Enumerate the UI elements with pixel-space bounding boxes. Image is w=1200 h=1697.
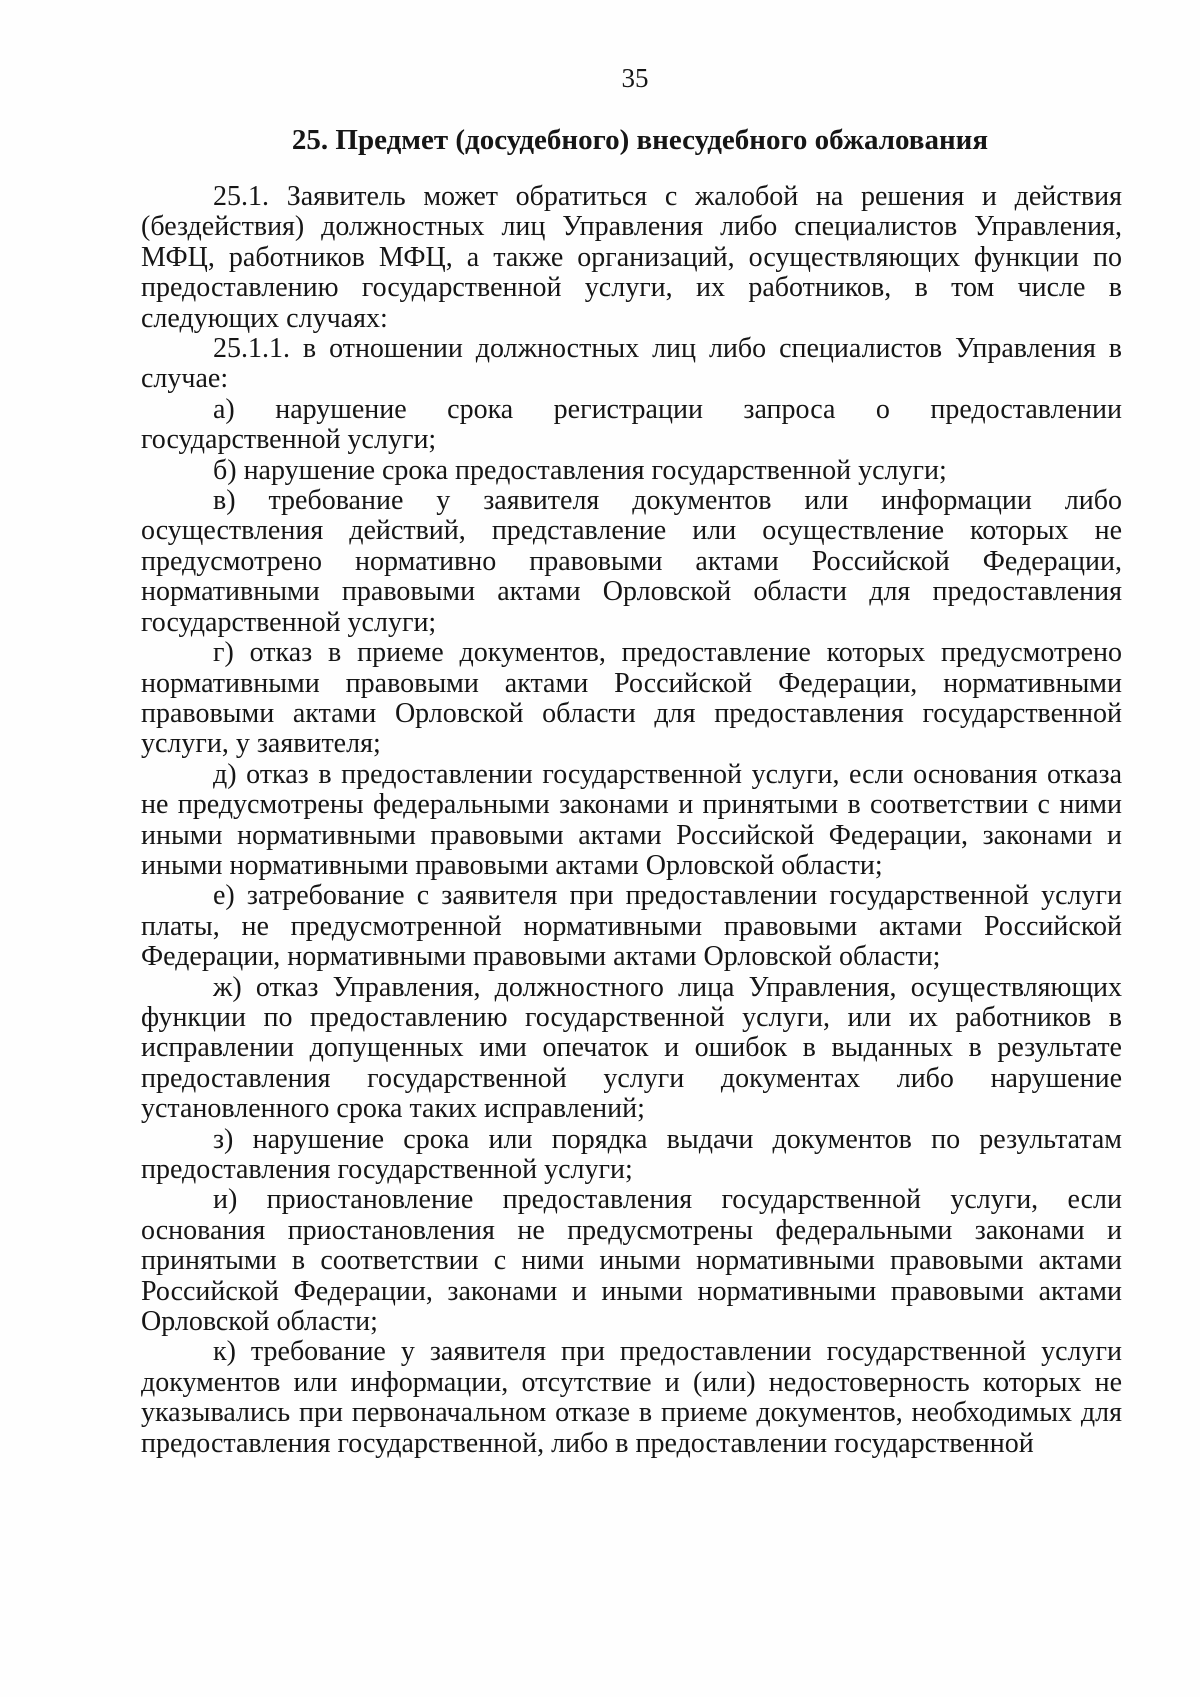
list-item-v: в) требование у заявителя документов или информации либо осуществления действий, представление или осуществление которых не предусмотрено нормативно правовыми актами Российской Федерации, нормативными правовыми актами Орловской области для предоставления государственной услуги;	[141, 485, 1122, 638]
paragraph-25-1-1: 25.1.1. в отношении должностных лиц либо специалистов Управления в случае:	[141, 333, 1122, 395]
list-item-a: а) нарушение срока регистрации запроса о предоставлении государственной услуги;	[141, 393, 1122, 456]
list-item-d: д) отказ в предоставлении государственной услуги, если основания отказа не предусмотрены федеральными законами и принятыми в соответствии с ними иными нормативными правовыми актами Российской Федерации, законами и иными нормативными правовыми актами Орловской области;	[141, 758, 1122, 881]
list-item-k: к) требование у заявителя при предоставлении государственной услуги документов или информации, отсутствие и (или) недостоверность которых не указывались при первоначальном отказе в приеме документов, необходимых для предоставления государственной, либо в предоставлении государственной	[141, 1336, 1122, 1459]
document-body	[141, 182, 1122, 1459]
list-item-e: е) затребование с заявителя при предоставлении государственной услуги платы, не предусмотренной нормативными правовыми актами Российской Федерации, нормативными правовыми актами Орловской области;	[141, 880, 1122, 973]
list-item-zh: ж) отказ Управления, должностного лица Управления, осуществляющих функции по предоставлению государственной услуги, или их работников в исправлении допущенных ими опечаток и ошибок в выданных в результате предоставления государственной услуги документах либо нарушение установленного срока таких исправлений;	[141, 971, 1122, 1125]
section-heading: 25. Предмет (досудебного) внесудебного обжалования	[291, 124, 989, 156]
list-item-b: б) нарушение срока предоставления государственной услуги;	[213, 454, 947, 486]
list-item-g: г) отказ в приеме документов, предоставление которых предусмотрено нормативными правовыми актами Российской Федерации, нормативными правовыми актами Орловской области для предоставления государственной услуги, у заявителя;	[141, 637, 1122, 760]
page-number: 35	[621, 63, 649, 93]
list-item-z: з) нарушение срока или порядка выдачи документов по результатам предоставления государственной услуги;	[141, 1123, 1122, 1185]
list-item-i: и) приостановление предоставления государственной услуги, если основания приостановления не предусмотрены федеральными законами и принятыми в соответствии с ними иными нормативными правовыми актами Российской Федерации, законами и иными нормативными правовыми актами Орловской области;	[141, 1184, 1122, 1338]
paragraph-25-1: 25.1. Заявитель может обратиться с жалобой на решения и действия (бездействия) должностных лиц Управления либо специалистов Управления, МФЦ, работников МФЦ, а также организаций, осуществляющих функции по предоставлению государственной услуги, их работников, в том числе в следующих случаях:	[141, 181, 1122, 334]
